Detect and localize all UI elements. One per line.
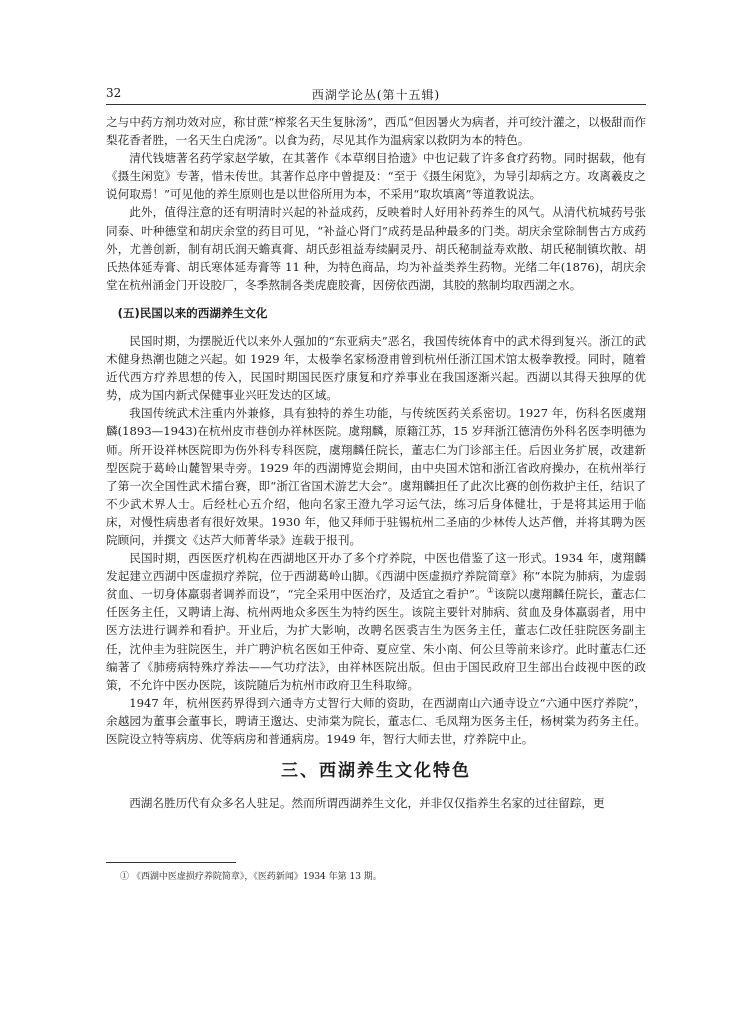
header-rule	[106, 104, 646, 105]
paragraph-3: 此外，值得注意的还有明清时兴起的补益成药，反映着时人好用补药养生的风气。从清代杭城药号张同泰、叶种德堂和胡庆余堂的药目可见，“补益心肾门”成药是品种最多的门类。胡庆余堂除制售古方成药外，尤善创新，制有胡氏润天蟾真膏、胡氏彭祖益寿续嗣灵丹、胡氏秘制益寿欢散、胡氏秘制镇坎散、胡氏热体延寿膏、胡氏寒体延寿膏等 11 种，为特色商品，均为补益类养生药物。光绪二年(1876)，胡庆余堂在杭州涌金门开设胶厂，冬季熬制各类虎鹿胶膏，因傍依西湖，其胶的熬制均取西湖之水。	[106, 205, 646, 292]
footnote: ① 《西湖中医虚损疗养院简章》，《医药新闻》1934 年第 13 期。	[120, 872, 382, 882]
paragraph-6-part-2: 该院以虞翔麟任院长，董志仁任医务主任，又聘请上海、杭州两地众多医生为特约医生。该院主要针对肺病、贫血及身体羸弱者，用中医方法进行调养和看护。开业后，为扩大影响，改聘名医裘吉生为医务主任，董志仁改任驻院医务副主任，沈仲圭为驻院医生，并广聘沪杭名医如王仲奇、夏应堂、朱小南、何公旦等前来诊疗。此时董志仁还编著了《肺痨病特殊疗养法——气功疗法》，由祥林医院出版。但由于国民政府卫生部出台歧视中医的政策，不允许中医办医院，该院随后为杭州市政府卫生科取缔。	[106, 587, 646, 692]
paragraph-8: 西湖名胜历代有众多名人驻足。然而所谓西湖养生文化，并非仅仅指养生名家的过往留踪，更	[129, 796, 605, 811]
paragraph-6-part-1: 民国时期，西医医疗机构在西湖地区开办了多个疗养院，中医也借鉴了这一形式。1934 年，虞翔麟发起建立西湖中医虚损疗养院，位于西湖葛岭山脚。《西湖中医虚损疗养院简章》称“本院为肺病，为虚弱贫血、一切身体羸弱者调养而设”，“完全采用中医治疗，及适宜之看护”。	[106, 551, 646, 602]
paragraph-1: 之与中药方剂功效对应，称甘蔗“榨浆名天生复脉汤”，西瓜“但因暑火为病者，并可绞汁灌之，以极甜而作梨花香者胜，一名天生白虎汤”。以食为药，尽见其作为温病家以救阴为本的特色。	[106, 115, 646, 148]
page-number: 32	[106, 86, 122, 100]
page-header	[106, 86, 646, 100]
paragraph-7: 1947 年，杭州医药界得到六通寺方丈智行大师的资助，在西湖南山六通寺设立“六通中医疗养院”，余越园为董事会董事长，聘请王邈达、史沛棠为院长，董志仁、毛凤翔为医务主任，杨树棠为药务主任。医院设立特等病房、优等病房和普通病房。1949 年，智行大师去世，疗养院中止。	[106, 695, 646, 746]
body-text	[106, 113, 646, 812]
section-heading: 三、西湖养生文化特色	[281, 761, 471, 782]
paragraph-5: 我国传统武术注重内外兼修，具有独特的养生功能，与传统医药关系密切。1927 年，伤科名医虞翔麟(1893—1943)在杭州皮市巷创办祥林医院。虞翔麟，原籍江苏，15 岁拜浙江德清伤外科名医李明德为师。所开设祥林医院即为伤外科专科医院，虞翔麟任院长，董志仁为门诊部主任。后因业务扩展，改建新型医院于葛岭山麓智果寺旁。1929 年的西湖博览会期间，由中央国术馆和浙江省政府操办，在杭州举行了第一次全国性武术擂台赛，即“浙江省国术游艺大会”。虞翔麟担任了此次比赛的创伤救护主任，结识了不少武术界人士。后经杜心五介绍，他向名家王澄九学习运气法，练习后身体健壮，于是将其运用于临床，对慢性病患者有很好效果。1930 年，他又拜师于驻锡杭州二圣庙的少林传人达芦僧，并将其聘为医院顾问，并撰文《达芦大师菁华录》连载于报刊。	[106, 406, 646, 547]
paragraph-4: 民国时期，为摆脱近代以来外人强加的“东亚病夫”恶名，我国传统体育中的武术得到复兴。浙江的武术健身热潮也随之兴起。如 1929 年，太极拳名家杨澄甫曾到杭州任浙江国术馆太极拳教授。同时，随着近代西方疗养思想的传入，民国时期国民医疗康复和疗养事业在我国逐渐兴起。西湖以其得天独厚的优势，成为国内新式保健事业兴旺发达的区域。	[106, 333, 646, 403]
paragraph-2: 清代钱塘著名药学家赵学敏，在其著作《本草纲目拾遗》中也记载了许多食疗药物。同时据载，他有《摄生闲览》专著，惜未传世。其著作总序中曾提及：“至于《摄生闲览》，为导引却病之方。攻离羲皮之说何取焉！”可见他的养生原则也是以世俗所用为本，不采用“取坎填离”等道教说法。	[106, 151, 646, 202]
subsection-heading: (五)民国以来的西湖养生文化	[117, 305, 268, 320]
running-title: 西湖学论丛(第十五辑)	[311, 88, 441, 102]
footnote-reference[interactable]: ①	[486, 586, 495, 596]
footnote-rule	[106, 862, 236, 863]
paragraph-6	[106, 549, 646, 694]
